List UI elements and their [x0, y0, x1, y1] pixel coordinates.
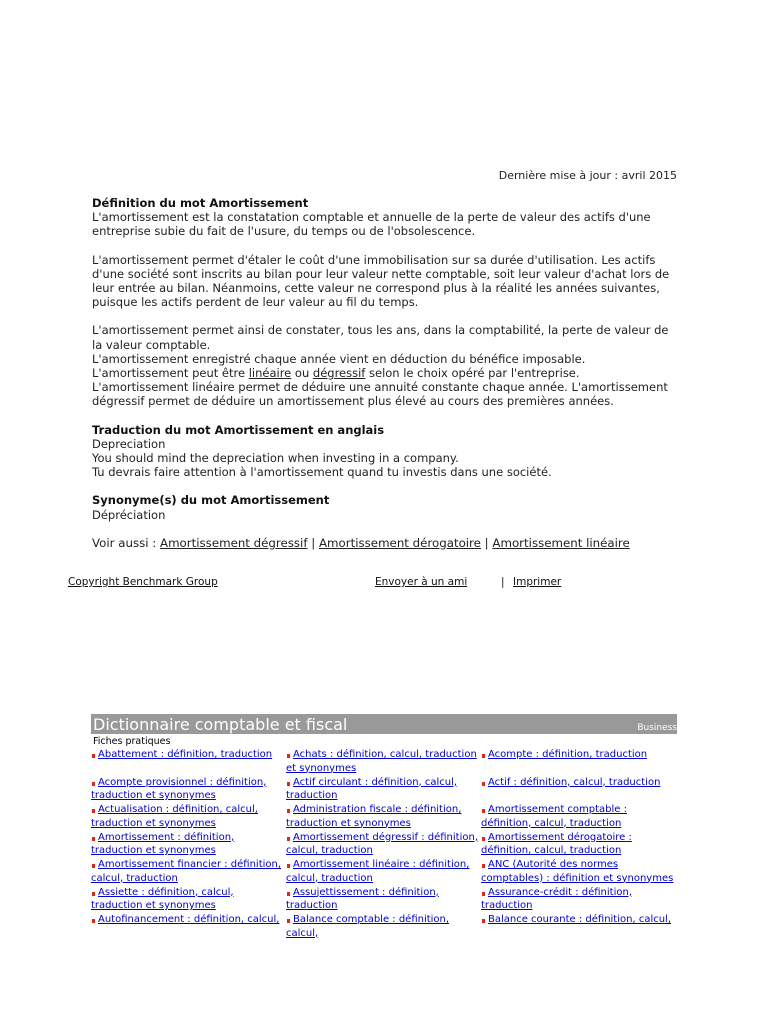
paragraph-5-text-c: selon le choix opéré par l'entreprise. L'amortissement linéaire permet de déduire une annuité constante chaque année. L'amortissement dégressif permet de déduire un amortissement plus élevé au cours des premières années.	[92, 366, 668, 409]
send-to-friend-link[interactable]: Envoyer à un ami	[375, 576, 468, 588]
dictionary-entry-link[interactable]	[91, 776, 286, 804]
definition-paragraph-2: L'amortissement permet d'étaler le coût d'une immobilisation sur sa durée d'utilisation. Les actifs d'une société sont inscrits au bilan pour leur valeur nette comptable, soit leur valeur d'achat lors de leur entrée au bilan. Néanmoins, cette valeur ne correspond plus à la réalité les années suivantes, puisque les actifs perdent de leur valeur au fil du temps.	[92, 252, 670, 310]
dictionary-entry-link[interactable]	[286, 803, 481, 831]
translation-word: Depreciation	[92, 436, 166, 451]
bullet-icon	[482, 782, 485, 786]
bullet-icon	[482, 837, 485, 841]
degressif-link[interactable]: dégressif	[312, 366, 366, 381]
article	[92, 196, 678, 550]
dictionary-entry-link[interactable]	[286, 913, 481, 941]
dictionary-entry-label: Autofinancement : définition, calcul,	[98, 914, 280, 925]
definition-paragraph-4: L'amortissement enregistré chaque année vient en déduction du bénéfice imposable.	[92, 351, 586, 366]
dictionary-entry-label: Abattement : définition, traduction	[98, 749, 273, 760]
dictionary-header	[91, 714, 677, 734]
see-also	[92, 536, 678, 550]
definition-paragraph-1: L'amortissement est la constatation comptable et annuelle de la perte de valeur des actifs d'une entreprise subie du fait de l'usure, du temps ou de l'obsolescence.	[92, 210, 651, 239]
bullet-icon	[287, 919, 290, 923]
bullet-icon	[482, 864, 485, 868]
bullet-icon	[287, 892, 290, 896]
last-updated: Dernière mise à jour : avril 2015	[498, 169, 677, 182]
dictionary-entry-link[interactable]	[481, 803, 677, 831]
translation-example-fr: Tu devrais faire attention à l'amortissement quand tu investis dans une société.	[92, 465, 552, 480]
dictionary-entry-label: Amortissement : définition, traduction et synonymes	[91, 831, 235, 856]
dictionary-entry-label: Balance courante : définition, calcul,	[488, 914, 672, 925]
see-also-separator: |	[307, 535, 319, 550]
dictionary-entry-link[interactable]	[481, 886, 677, 914]
dictionary-entry-label: Actualisation : définition, calcul, traduction et synonymes	[91, 804, 258, 829]
see-also-link-lineaire[interactable]: Amortissement linéaire	[492, 535, 630, 550]
dictionary-entry-link[interactable]	[91, 803, 286, 831]
dictionary-entry-link[interactable]	[286, 748, 481, 776]
dictionary-entry-link[interactable]	[91, 886, 286, 914]
dictionary-entry-link[interactable]	[286, 776, 481, 804]
copyright-link[interactable]: Copyright Benchmark Group	[68, 576, 218, 588]
dictionary-entry-link[interactable]	[481, 831, 677, 859]
dictionary-entry-link[interactable]	[286, 831, 481, 859]
dictionary-entry-label: Amortissement comptable : définition, calcul, traduction	[481, 804, 627, 829]
lineaire-link[interactable]: linéaire	[248, 366, 292, 381]
dictionary-entry-label: Achats : définition, calcul, traduction et synonymes	[286, 749, 477, 774]
see-also-link-degressif[interactable]: Amortissement dégressif	[160, 535, 308, 550]
dictionary-entry-link[interactable]	[91, 748, 286, 776]
synonyms-heading: Synonyme(s) du mot Amortissement	[92, 493, 330, 508]
dictionary-entry-label: Administration fiscale : définition, traduction et synonymes	[286, 804, 462, 829]
see-also-link-derogatoire[interactable]: Amortissement dérogatoire	[318, 535, 481, 550]
dictionary-entry-label: Assiette : définition, calcul, traduction et synonymes	[91, 886, 234, 911]
dictionary-entry-label: Acompte provisionnel : définition, traduction et synonymes	[91, 776, 267, 801]
bullet-icon	[92, 837, 95, 841]
bullet-icon	[287, 782, 290, 786]
dictionary-entry-link[interactable]	[481, 748, 677, 776]
dictionary-entry-label: Amortissement dégressif : définition, calcul, traduction	[286, 831, 478, 856]
print-link[interactable]: Imprimer	[513, 576, 562, 588]
dictionary-entry-label: Assujettissement : définition, traduction	[286, 886, 439, 911]
dictionary-title[interactable]: Dictionnaire comptable et fiscal	[93, 715, 348, 734]
bullet-icon	[482, 892, 485, 896]
paragraph-5-text-a: L'amortissement peut être	[92, 366, 249, 381]
footer-separator: |	[501, 576, 505, 588]
dictionary-entry-label: Amortissement linéaire : définition, calcul, traduction	[286, 859, 470, 884]
see-also-separator: |	[480, 535, 493, 550]
bullet-icon	[287, 754, 290, 758]
bullet-icon	[92, 892, 95, 896]
bullet-icon	[92, 809, 95, 813]
bullet-icon	[92, 754, 95, 758]
dictionary-entry-label: Actif circulant : définition, calcul, traduction	[286, 776, 458, 801]
translation-example-en: You should mind the depreciation when investing in a company.	[92, 451, 459, 466]
dictionary-entry-link[interactable]	[481, 913, 677, 941]
definition-heading: Définition du mot Amortissement	[92, 196, 309, 210]
dictionary-entry-link[interactable]	[91, 858, 286, 886]
dictionary-subtitle: Fiches pratiques	[93, 736, 171, 747]
bullet-icon	[92, 919, 95, 923]
bullet-icon	[482, 919, 485, 923]
bullet-icon	[482, 809, 485, 813]
dictionary-entry-label: ANC (Autorité des normes comptables) : définition et synonymes	[481, 859, 674, 884]
dictionary-entry-label: Amortissement dérogatoire : définition, calcul, traduction	[481, 831, 632, 856]
dictionary-entry-link[interactable]	[286, 886, 481, 914]
dictionary-entry-link[interactable]	[91, 913, 286, 941]
dictionary-widget	[91, 714, 677, 941]
dictionary-entry-link[interactable]	[286, 858, 481, 886]
business-badge: Business	[637, 723, 677, 733]
dictionary-entry-label: Acompte : définition, traduction	[488, 749, 648, 760]
dictionary-entry-link[interactable]	[91, 831, 286, 859]
dictionary-entry-label: Amortissement financier : définition, calcul, traduction	[91, 859, 282, 884]
bullet-icon	[92, 864, 95, 868]
definition-paragraph-3: L'amortissement permet ainsi de constater, tous les ans, dans la comptabilité, la perte de valeur de la valeur comptable.	[92, 323, 669, 352]
dictionary-entry-label: Assurance-crédit : définition, traduction	[481, 886, 632, 911]
bullet-icon	[287, 864, 290, 868]
bullet-icon	[92, 782, 95, 786]
definition-paragraph-5	[92, 366, 678, 409]
bullet-icon	[287, 809, 290, 813]
paragraph-5-text-b: ou	[291, 366, 313, 381]
bullet-icon	[482, 754, 485, 758]
dictionary-entry-label: Actif : définition, calcul, traduction	[488, 776, 661, 788]
dictionary-entry-link[interactable]	[481, 776, 677, 804]
translation-heading: Traduction du mot Amortissement en anglais	[92, 422, 385, 437]
bullet-icon	[287, 837, 290, 841]
dictionary-entry-link[interactable]	[481, 858, 677, 886]
synonyms-word: Dépréciation	[92, 507, 166, 522]
dictionary-entry-label: Balance comptable : définition, calcul,	[286, 914, 450, 939]
see-also-label: Voir aussi :	[92, 535, 160, 550]
dictionary-entries	[91, 748, 677, 941]
